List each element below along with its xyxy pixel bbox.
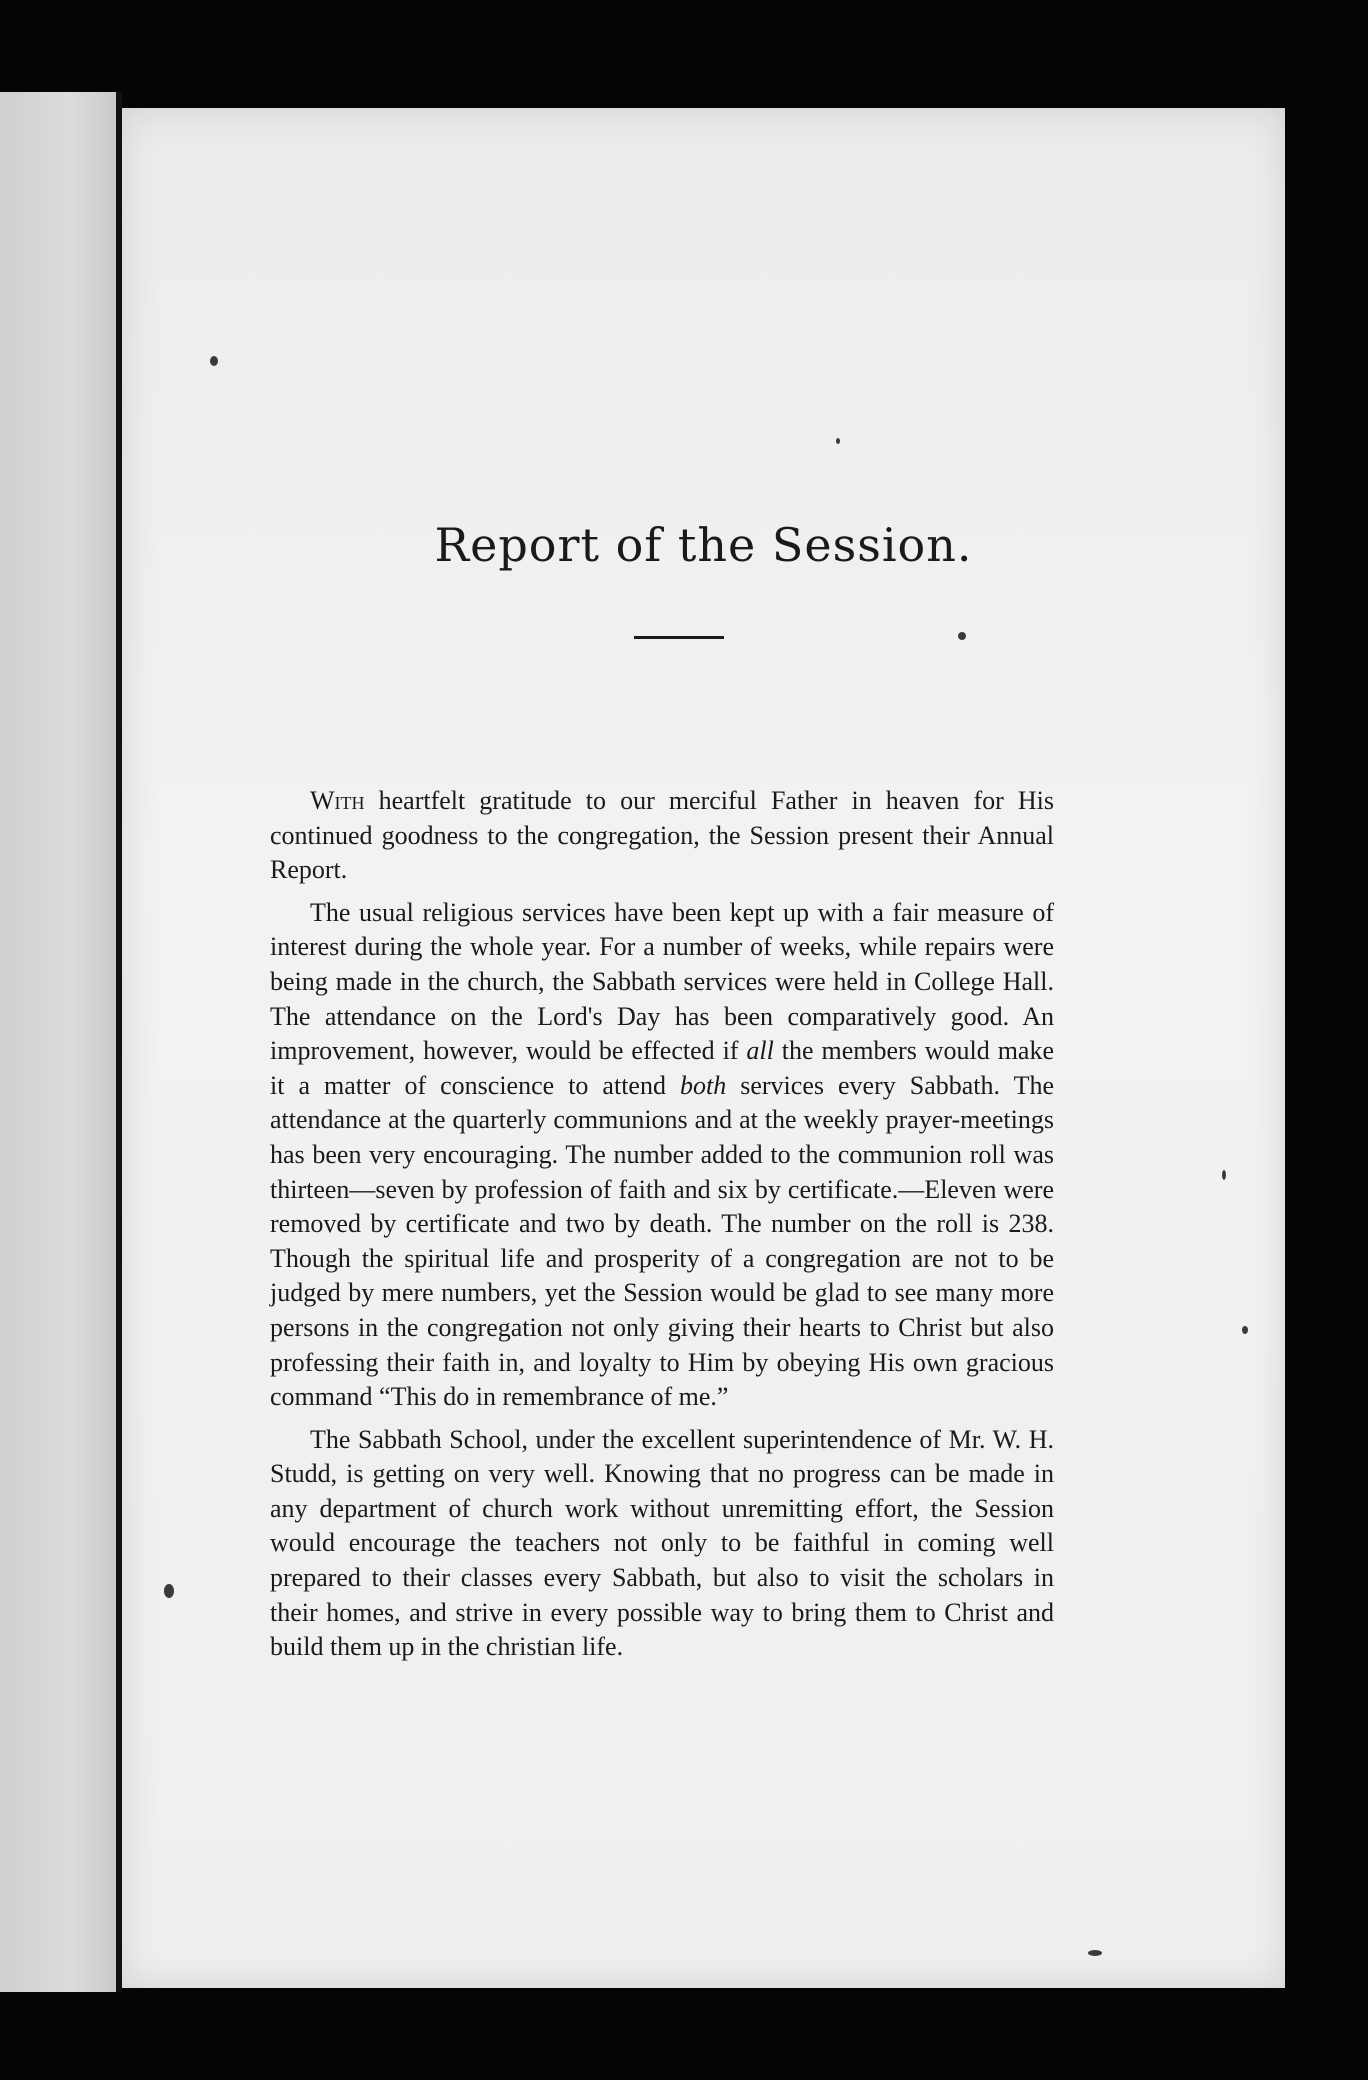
scan-speck: [210, 356, 218, 366]
paragraph-2-text-a: The usual religious services have been kept up with a fair measure of interest during the whole year. For a number of weeks, while repairs were being made in the church, the Sabbath services were held in College Hall. The attendance on the Lord's Day has been comparatively good. An improvement, however, would be effected if: [270, 897, 1054, 1066]
document-page: [122, 108, 1285, 1988]
paragraph-2-text-b: the members would make it a matter of conscience to attend: [270, 1036, 1054, 1100]
scan-speck: [958, 632, 966, 640]
paragraph-3: [270, 1423, 1054, 1665]
paragraph-2-emphasis-all: all: [746, 1036, 774, 1066]
paragraph-1-text: heartfelt gratitude to our merciful Father in heaven for His continued goodness to the congregation, the Session present their Annual Report.: [270, 786, 1054, 885]
scan-speck: [1222, 1170, 1226, 1180]
facing-page-strip: [0, 92, 118, 1992]
scan-speck: [1088, 1950, 1102, 1956]
report-body: [270, 784, 1054, 1673]
page-title: Report of the Session.: [434, 518, 973, 572]
scan-speck: [836, 438, 840, 444]
paragraph-2-text-c: services every Sabbath. The attendance at the quarterly communions and at the weekly prayer-meetings has been very encouraging. The number added to the communion roll was thirteen—seven by profession of faith and six by certificate.—Eleven were removed by certificate and two by death. The number on the roll is 238. Though the spiritual life and prosperity of a congregation are not to be judged by mere numbers, yet the Session would be glad to see many more persons in the congregation not only giving their hearts to Christ but also professing their faith in, and loyalty to Him by obeying His own gracious command “This do in remembrance of me.”: [270, 1070, 1054, 1412]
scan-speck: [164, 1584, 174, 1598]
paragraph-3-text: The Sabbath School, under the excellent superintendence of Mr. W. H. Studd, is getting on very well. Knowing that no progress can be made in any department of church work without unremitting effort, the Session would encourage the teachers not only to be faithful in coming well prepared to their classes every Sabbath, but also to visit the scholars in their homes, and strive in every possible way to bring them to Christ and build them up in the christian life.: [270, 1424, 1054, 1662]
paragraph-2: [270, 896, 1054, 1415]
paragraph-1-lead: With: [310, 786, 365, 815]
paragraph-1: [270, 784, 1054, 888]
title-rule: [634, 636, 724, 639]
paragraph-2-emphasis-both: both: [679, 1070, 727, 1100]
scan-speck: [1242, 1326, 1248, 1334]
